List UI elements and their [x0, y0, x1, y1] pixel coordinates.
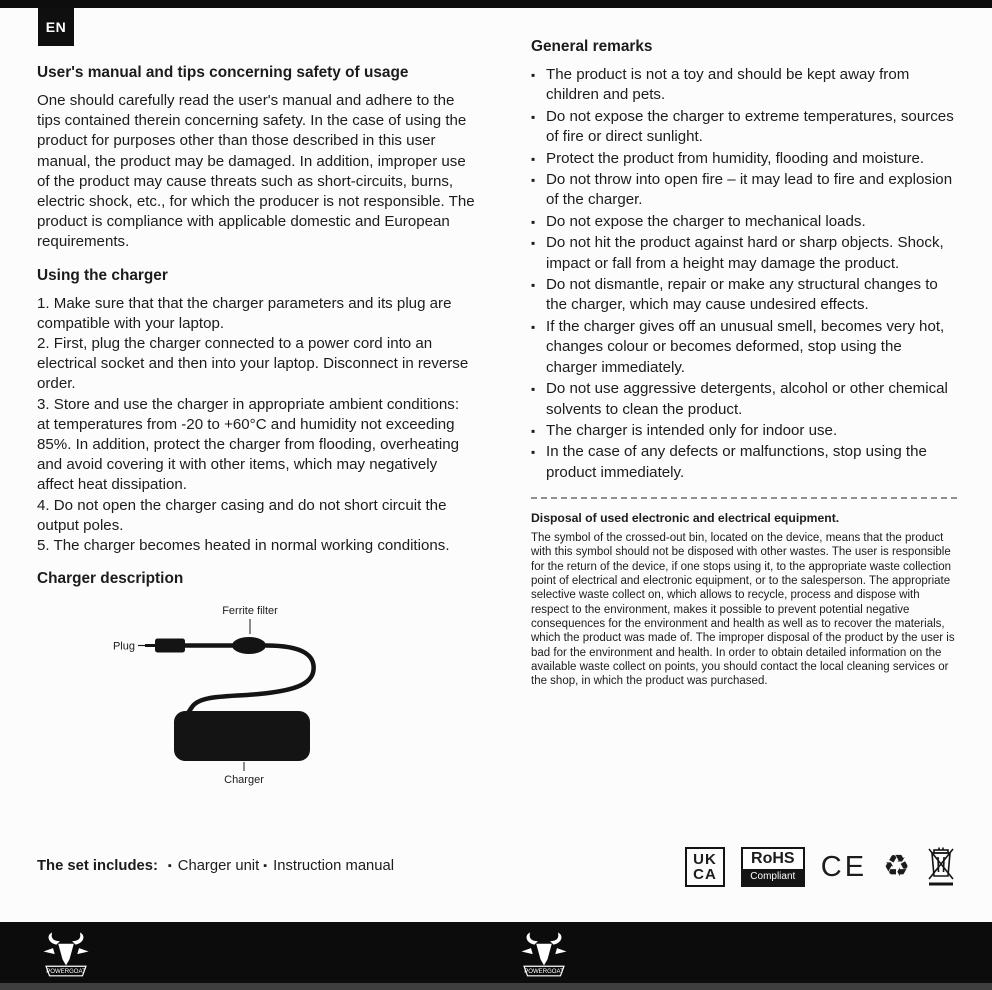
general-remark-item: ▪ Do not dismantle, repair or make any structural changes to the charger, which may cause undesired effects.: [531, 275, 957, 316]
safety-heading: User's manual and tips concerning safety of usage: [37, 64, 409, 81]
numbered-step: 1. Make sure that that the charger parameters and its plug are compatible with your laptop.: [37, 294, 452, 332]
crossed-out-bin-icon: [926, 846, 956, 888]
general-remark-item: ▪ The product is not a toy and should be kept away from children and pets.: [531, 65, 957, 106]
rohs-title: RoHS: [743, 849, 803, 869]
left-column: [37, 64, 475, 800]
plug-connector: [155, 639, 185, 653]
numbered-step: 2. First, plug the charger connected to a power cord into an electrical socket and then into your laptop. Disconnect in reverse order.: [37, 335, 469, 393]
general-remark-item: ▪ Do not use aggressive detergents, alcohol or other chemical solvents to clean the product.: [531, 379, 957, 420]
general-remark-item: ▪ Do not throw into open fire – it may lead to fire and explosion of the charger.: [531, 170, 957, 211]
dashed-divider: [531, 497, 957, 499]
cable-curve: [188, 646, 314, 714]
numbered-step: 4. Do not open the charger casing and do not short circuit the output poles.: [37, 496, 447, 534]
language-badge: EN: [38, 8, 74, 46]
ferrite-filter-bead: [232, 637, 266, 654]
recycling-icon: ♻: [883, 850, 910, 883]
certification-marks: [685, 846, 956, 888]
ferrite-filter-label: Ferrite filter: [222, 605, 278, 618]
general-remarks-list: [531, 65, 957, 483]
general-remark-item: ▪ Do not expose the charger to extreme temperatures, sources of fire or direct sunlight.: [531, 107, 957, 148]
ukca-bottom-text: CA: [693, 866, 717, 883]
charger-description-heading: Charger description: [37, 570, 184, 588]
using-charger-heading: Using the charger: [37, 266, 168, 284]
general-remarks-heading: General remarks: [531, 38, 653, 55]
bullet-square-icon: ▪: [263, 860, 268, 872]
disposal-heading: Disposal of used electronic and electrical equipment.: [531, 511, 840, 526]
powergoat-logo: [40, 928, 92, 982]
numbered-step: 3. Store and use the charger in appropriate ambient conditions: at temperatures from -20 to +60°C and humidity not exceeding 85%. In addition, protect the charger from flooding, overheating and avoid covering it with other items, which may negatively affect heat dissipation.: [37, 395, 460, 494]
plug-label: Plug: [112, 640, 135, 653]
set-includes-label: The set includes:: [37, 858, 158, 874]
powergoat-logo: [518, 928, 570, 982]
right-column: [531, 38, 957, 688]
general-remark-item: ▪ In the case of any defects or malfunctions, stop using the product immediately.: [531, 442, 957, 483]
top-black-bar: [0, 0, 992, 8]
disposal-paragraph: The symbol of the crossed-out bin, located on the device, means that the product with this symbol should not be disposed with other wastes. The user is responsible for the return of the device, if one stops using it, to the appropriate waste collection point of electrical and electronic equipment, or to the salesperson. The appropriate selective waste collect on, which allows to recycle, process and dispose with respect to the environment, makes it possible to prevent potential negative consequences for the environment and health as well as to recover the materials, which the product was made of. The improper disposal of the product by the user is bad for the environment and health. In order to obtain detailed information on the available waste collect on points, you should contact the local cleaning services or the shop, in which the product was purchased.: [531, 532, 955, 688]
ukca-mark: [685, 847, 725, 887]
rohs-compliant-text: Compliant: [743, 869, 803, 885]
general-remark-item: ▪ Protect the product from humidity, flooding and moisture.: [531, 149, 957, 169]
using-charger-steps: [37, 294, 475, 557]
general-remark-item: ▪ Do not expose the charger to mechanical loads.: [531, 212, 957, 232]
numbered-step: 5. The charger becomes heated in normal working conditions.: [37, 537, 450, 555]
safety-paragraph: One should carefully read the user's manual and adhere to the tips contained therein concerning safety. In the case of using the product for purposes other than those described in this user manual, the product may be damaged. In addition, improper use of the product may cause threats such as short-circuits, burns, electric shock, etc., for which the producer is not responsible. The product is compliance with applicable domestic and European requirements.: [37, 92, 475, 251]
footer-black-bar: [0, 922, 992, 990]
charger-diagram: [99, 601, 419, 789]
rohs-mark: [741, 847, 805, 887]
ce-mark: CE: [820, 850, 868, 883]
powergoat-wordmark: POWERGOAT: [524, 969, 564, 976]
set-includes-item: Charger unit: [177, 858, 260, 874]
ukca-top-text: UK: [693, 851, 717, 868]
using-charger-section: [37, 267, 475, 557]
powergoat-wordmark: POWERGOAT: [46, 969, 86, 976]
set-includes-item: Instruction manual: [273, 858, 395, 874]
safety-section: [37, 64, 475, 253]
charger-brick: [174, 711, 310, 761]
general-remark-item: ▪ The charger is intended only for indoor use.: [531, 421, 957, 441]
general-remark-item: ▪ If the charger gives off an unusual smell, becomes very hot, changes colour or becomes deformed, stop using the charger immediately.: [531, 317, 957, 378]
bullet-square-icon: ▪: [167, 860, 172, 872]
set-includes-line: [37, 858, 394, 874]
charger-label: Charger: [224, 774, 264, 787]
charger-description-section: [37, 570, 475, 794]
general-remark-item: ▪ Do not hit the product against hard or sharp objects. Shock, impact or fall from a height may damage the product.: [531, 233, 957, 274]
